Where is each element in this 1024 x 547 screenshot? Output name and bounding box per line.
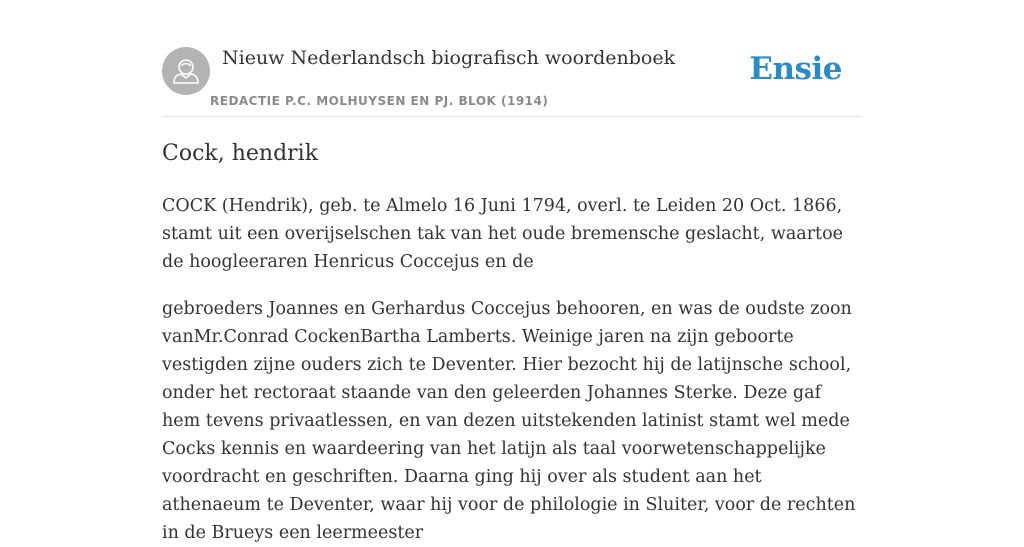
ensie-logo[interactable]: Ensie xyxy=(749,51,842,87)
user-icon xyxy=(162,47,210,95)
entry-paragraph: COCK (Hendrik), geb. te Almelo 16 Juni 1794, overl. te Leiden 20 Oct. 1866, stamt uit een overijselschen tak van het oude bremensche geslacht, waartoe de hoogleeraren Henricus Coccejus en de xyxy=(162,196,843,272)
entry-paragraph: gebroeders Joannes en Gerhardus Coccejus behooren, en was de oudste zoon vanMr.Conrad CockenBartha Lamberts. Weinige jaren na zijn geboorte vestigden zijne ouders zich te Deventer. Hier bezocht hij de latijnsche school, onder het rectoraat staande van den geleerden Johannes Sterke. Deze gaf hem tevens privaatlessen, en van dezen uitstekenden latinist stamt wel mede Cocks kennis en waardeering van het latijn als taal voorwetenschappelijke voordracht en geschriften. Daarna ging hij over als student aan het athenaeum te Deventer, waar hij voor de philologie in Sluiter, voor de rechten in de Brueys een leermeester xyxy=(162,299,856,543)
page-container xyxy=(162,0,862,543)
book-title[interactable]: Nieuw Nederlandsch biografisch woordenboek xyxy=(222,47,676,69)
book-editors: REDACTIE P.C. MOLHUYSEN EN PJ. BLOK (1914) xyxy=(210,94,549,108)
source-header xyxy=(162,0,862,117)
entry-title: Cock, hendrik xyxy=(162,141,319,166)
source-avatar[interactable] xyxy=(162,47,210,95)
